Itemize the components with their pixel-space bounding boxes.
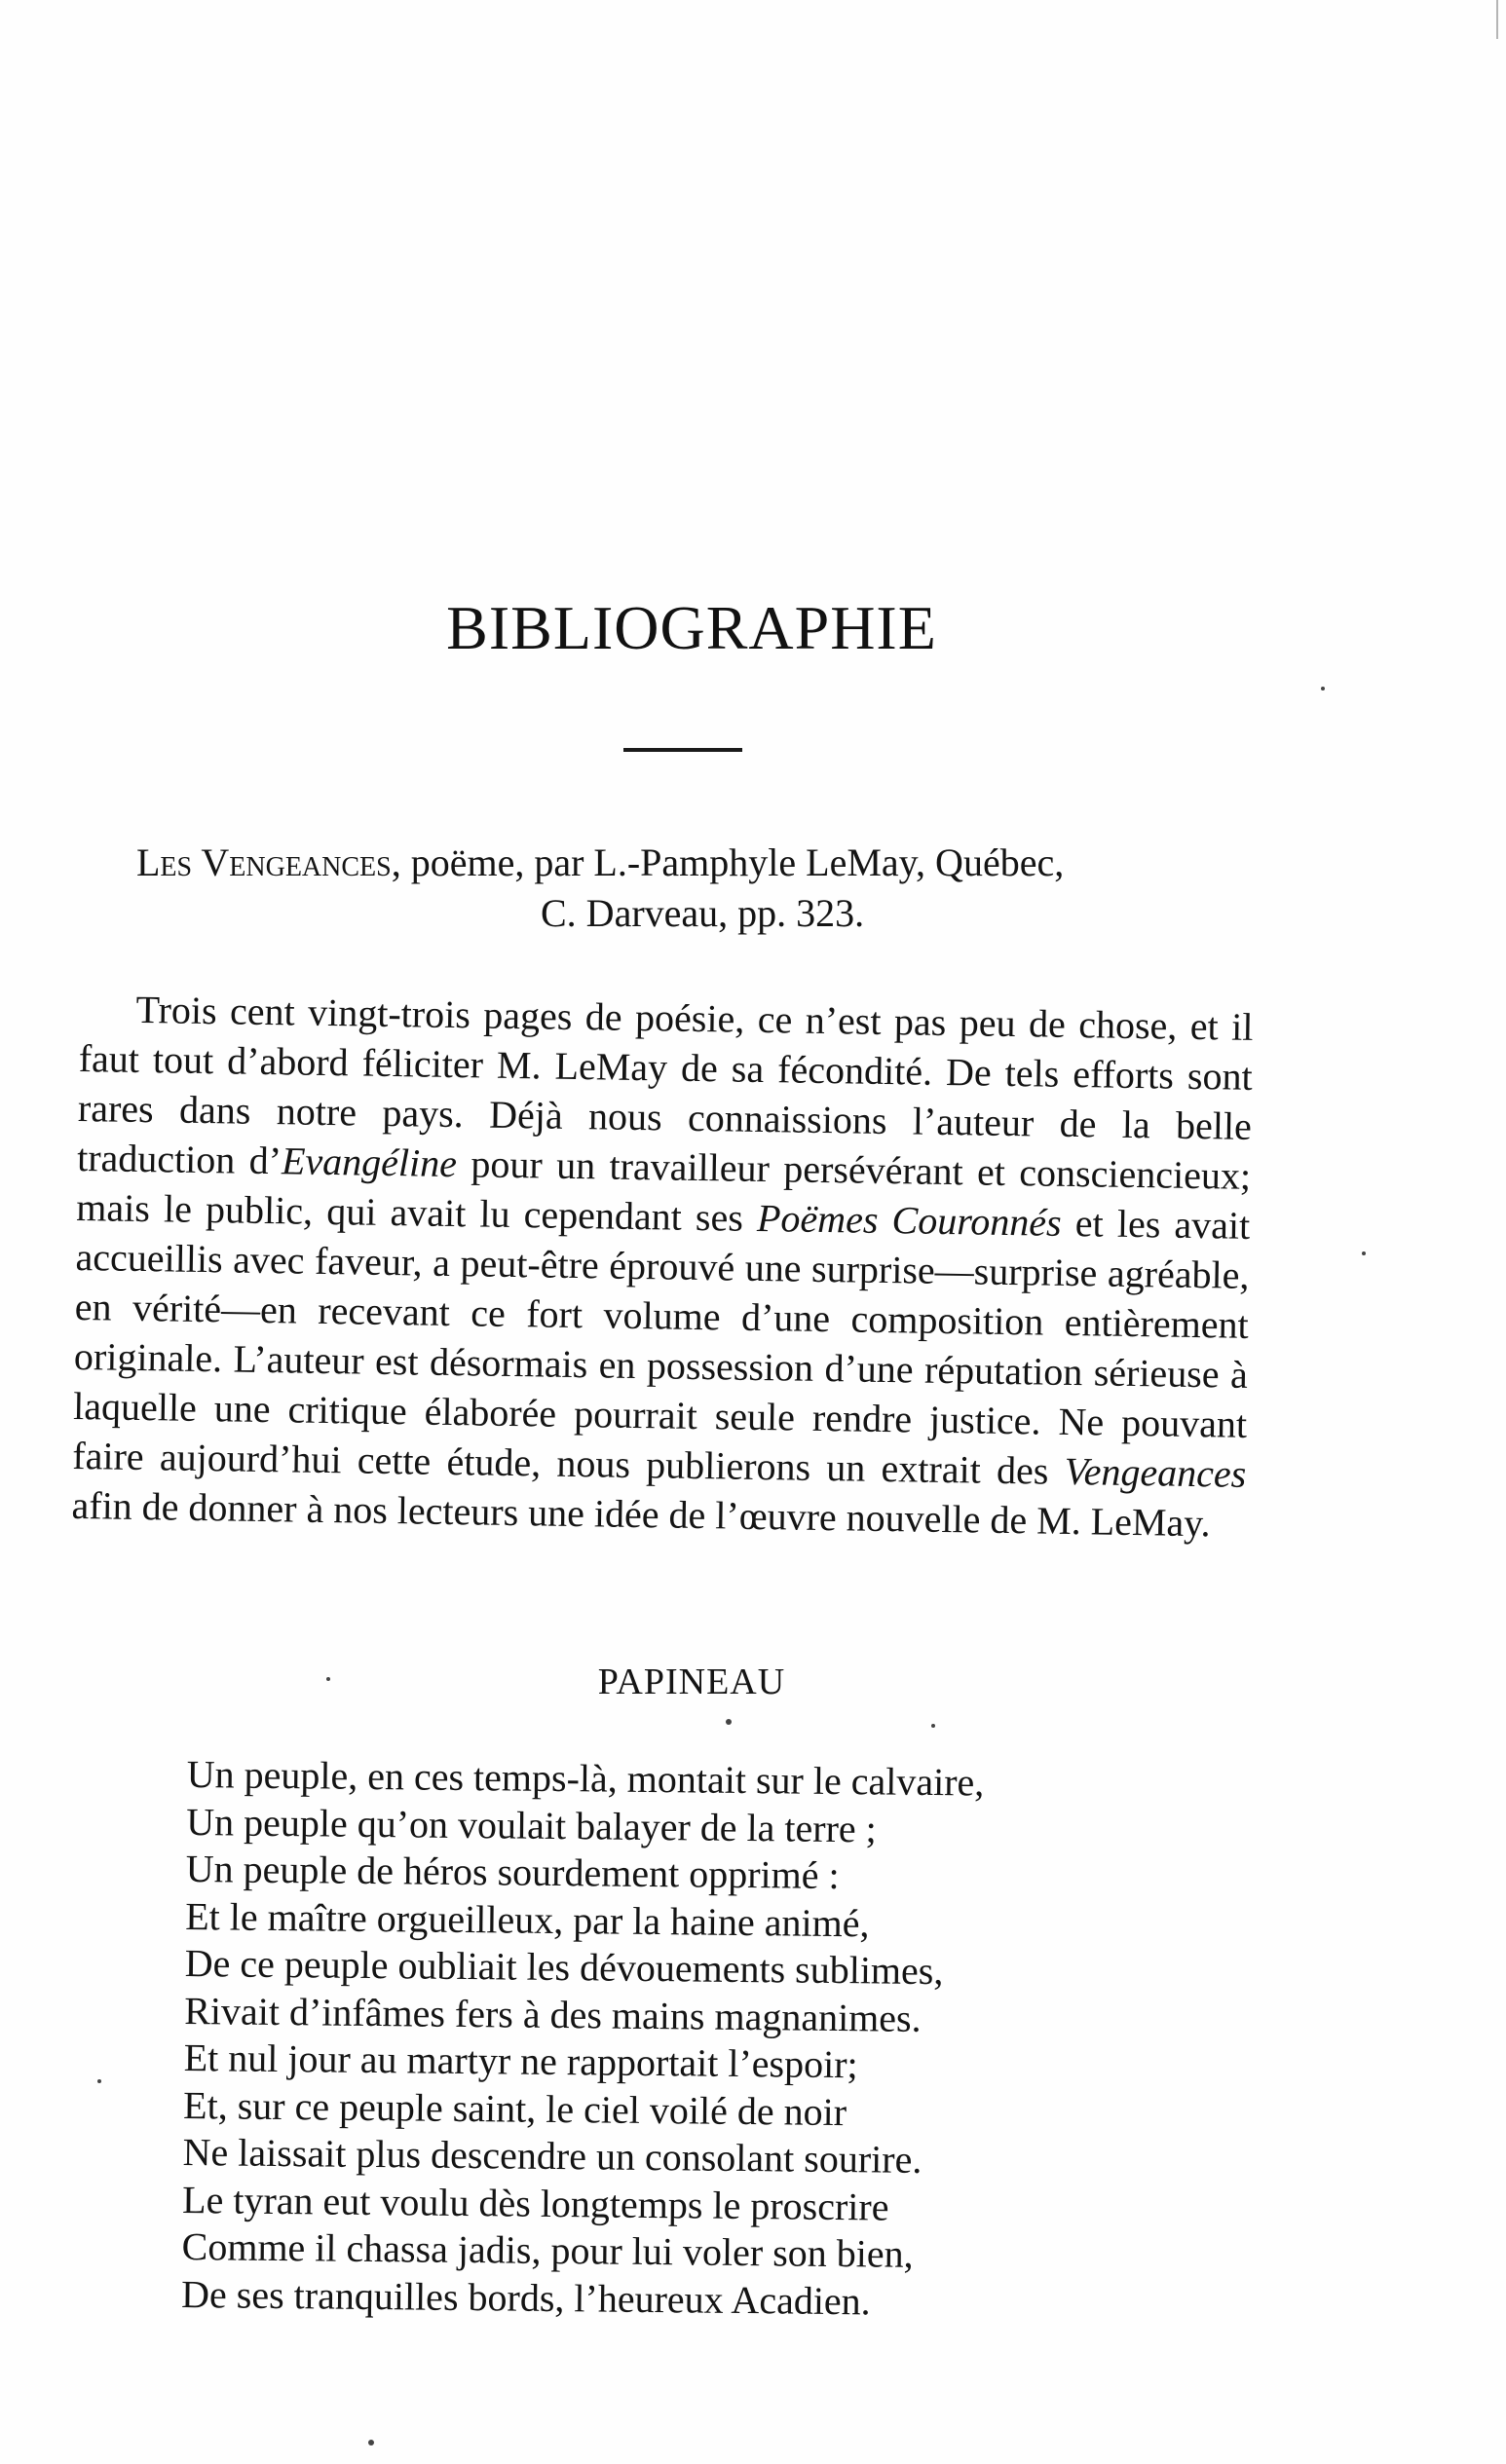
poem-line: Et nul jour au martyr ne rapportait l’espoir; [183,2035,858,2087]
paragraph-indent [79,1022,135,1023]
entry-title: Les Vengeances, [136,840,401,884]
poem-line: Un peuple, en ces temps-là, montait sur le calvaire, [186,1752,985,1805]
poem-line: De ses tranquilles bords, l’heureux Acadien. [180,2271,871,2323]
poem-body [181,1751,1161,2328]
review-text-part-3: et les avait accueillis avec faveur, a peut-être éprouvé une surprise—surprise agréable, en vérité—en recevant ce fort volume d’une composition entièrement originale. L’auteur est désormais en possession d’une réputation sérieuse à laquelle une critique élaborée pourrait seule rendre justice. Ne pouvant faire aujourd’hui cette étude, nous publierons un extrait des [72,1200,1251,1493]
review-text-part-4: afin de donner à nos lecteurs une idée de l’œuvre nouvelle de M. LeMay. [71,1482,1212,1546]
poem-line: Et le maître orgueilleux, par la haine animé, [184,1893,870,1945]
scan-speck [97,2079,101,2083]
review-italic-poemes: Poëmes Couronnés [756,1195,1063,1245]
review-text-part-1: Trois cent vingt-trois pages de poésie, ce n’est pas peu de chose, et il faut tout d’abord féliciter M. LeMay de sa fécondité. De tels efforts sont rares dans notre pays. Déjà nous connaissions l’auteur de la belle traduction d’ [76,987,1254,1183]
entry-details: poëme, par L.-Pamphyle LeMay, Québec, [400,840,1065,884]
scan-speck [326,1677,330,1681]
poem-line: Rivait d’infâmes fers à des mains magnanimes. [183,1988,922,2040]
scan-speck [726,1719,732,1725]
page-edge-mark [1496,0,1498,39]
poem-line: Un peuple de héros sourdement opprimé : [185,1846,840,1898]
poem-line: Comme il chassa jadis, pour lui voler son bien, [181,2223,914,2276]
poem-title: PAPINEAU [597,1661,786,1702]
review-italic-vengeances: Vengeances [1064,1448,1247,1496]
poem-line: Ne laissait plus descendre un consolant sourire. [182,2129,922,2182]
heading-divider [623,748,742,752]
review-text-part-2: pour un travailleur persévérant et consciencieux; mais le public, qui avait lu cependant ses [76,1141,1252,1240]
poem-line: De ce peuple oubliait les dévouements sublimes, [184,1940,944,1994]
scan-speck [1362,1251,1366,1255]
bibliography-entry [136,838,1237,939]
review-paragraph [71,984,1254,1549]
section-heading: BIBLIOGRAPHIE [446,593,937,662]
entry-publisher: C. Darveau, pp. 323. [541,891,865,935]
review-italic-evangeline: Evangéline [281,1139,458,1186]
scan-speck [931,1724,935,1728]
poem-line: Un peuple qu’on voulait balayer de la terre ; [186,1799,878,1850]
scan-speck [368,2440,374,2445]
poem-line: Et, sur ce peuple saint, le ciel voilé de noir [182,2082,847,2134]
poem-line: Le tyran eut voulu dès longtemps le proscrire [181,2177,889,2229]
scan-speck [1321,687,1325,691]
